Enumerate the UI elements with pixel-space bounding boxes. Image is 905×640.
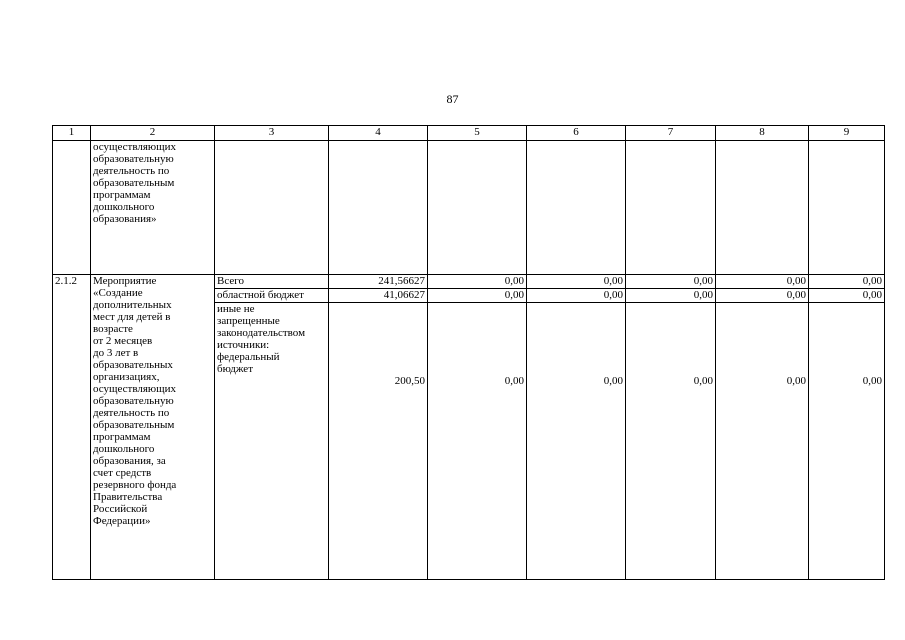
column-header: 8 bbox=[716, 126, 809, 141]
value-cell: 0,00 bbox=[786, 375, 806, 387]
funding-source: областной бюджет bbox=[215, 289, 329, 303]
column-number-row bbox=[53, 126, 885, 141]
column-header: 1 bbox=[53, 126, 91, 141]
value-cell: 0,00 bbox=[428, 275, 527, 289]
value-cell: 0,00 bbox=[809, 275, 885, 289]
page-number: 87 bbox=[446, 92, 459, 106]
value-cell: 0,00 bbox=[626, 275, 716, 289]
value-cell: 200,50 bbox=[394, 375, 425, 387]
column-header: 5 bbox=[428, 126, 527, 141]
value-cell: 0,00 bbox=[504, 375, 524, 387]
column-header: 6 bbox=[527, 126, 626, 141]
value-cell: 0,00 bbox=[527, 289, 626, 303]
value-cell: 0,00 bbox=[527, 275, 626, 289]
column-header: 3 bbox=[215, 126, 329, 141]
value-cell: 0,00 bbox=[428, 289, 527, 303]
value-cell: 41,06627 bbox=[329, 289, 428, 303]
column-header: 2 bbox=[91, 126, 215, 141]
value-cell: 0,00 bbox=[603, 375, 623, 387]
value-cell: 241,56627 bbox=[329, 275, 428, 289]
funding-source: иные не запрещенные законодательством источники: федеральный бюджет bbox=[217, 303, 306, 375]
continuation-description: осуществляющих образовательную деятельность по образовательным программам дошкольного образования» bbox=[93, 141, 176, 225]
budget-table bbox=[52, 125, 885, 580]
value-cell: 0,00 bbox=[862, 375, 882, 387]
column-header: 7 bbox=[626, 126, 716, 141]
measure-description: Мероприятие «Создание дополнительных мест для детей в возрасте от 2 месяцев до 3 лет в образовательных организациях, осуществляющих образовательную деятельность по образовательным программам дошкольного образования, за счет средств резервного фонда Правительства Российской Федерации» bbox=[93, 275, 177, 527]
value-cell: 0,00 bbox=[716, 275, 809, 289]
value-cell: 0,00 bbox=[626, 289, 716, 303]
measure-code: 2.1.2 bbox=[53, 275, 91, 580]
column-header: 9 bbox=[809, 126, 885, 141]
value-cell: 0,00 bbox=[809, 289, 885, 303]
value-cell: 0,00 bbox=[716, 289, 809, 303]
continuation-row bbox=[53, 141, 885, 275]
column-header: 4 bbox=[329, 126, 428, 141]
table-row bbox=[53, 275, 885, 289]
funding-source: Всего bbox=[215, 275, 329, 289]
value-cell: 0,00 bbox=[693, 375, 713, 387]
